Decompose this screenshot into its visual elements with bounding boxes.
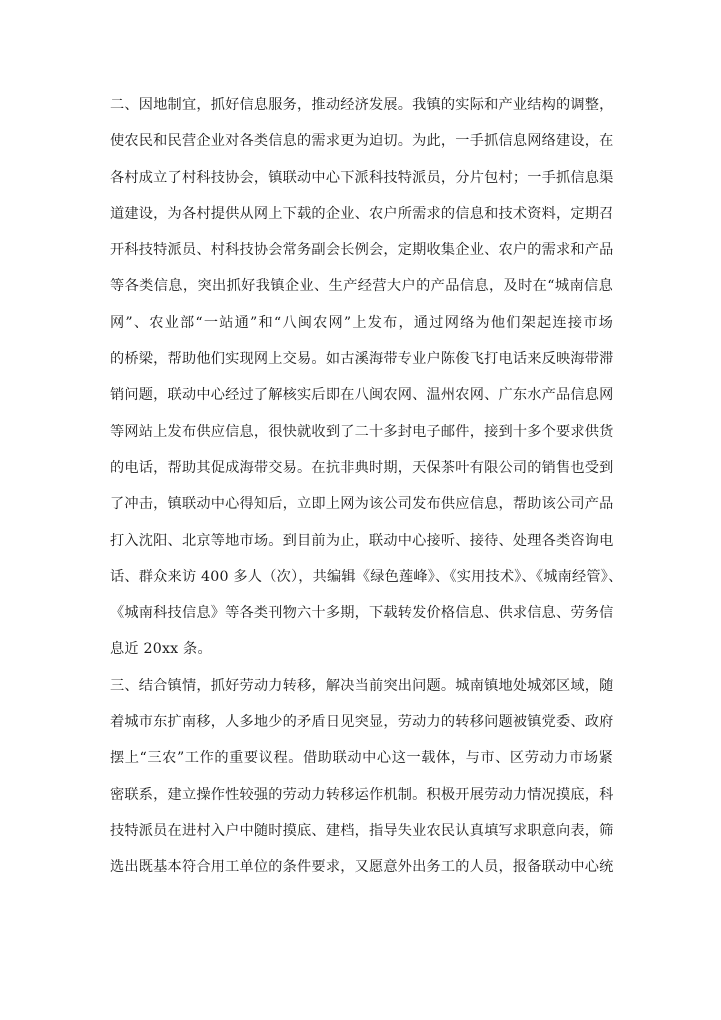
text-line: 摆上“三农”工作的重要议程。借助联动中心这一载体，与市、区劳动力市场紧 — [110, 750, 613, 767]
text-line: 开科技特派员、村科技协会常务副会长例会，定期收集企业、农户的需求和产品 — [110, 242, 614, 259]
text-line: 三、结合镇情，抓好劳动力转移，解决当前突出问题。城南镇地处城郊区域，随 — [110, 677, 614, 694]
text-line: 使农民和民营企业对各类信息的需求更为迫切。为此，一手抓信息网络建设，在 — [110, 133, 614, 150]
text-line: 等网站上发布供应信息，很快就收到了二十多封电子邮件，接到十多个要求供货 — [110, 423, 614, 440]
text-line: 密联系，建立操作性较强的劳动力转移运作机制。积极开展劳动力情况摸底，科 — [110, 786, 614, 803]
text-line: 话、群众来访 400 多人（次），共编辑《绿色莲峰》、《实用技术》、《城南经管》、 — [110, 568, 623, 585]
text-line: 技特派员在进村入户中随时摸底、建档，指导失业农民认真填写求职意向表，筛 — [110, 822, 614, 839]
text-line: 着城市东扩南移，人多地少的矛盾日见突显，劳动力的转移问题被镇党委、政府 — [110, 714, 614, 731]
text-line: 道建设，为各村提供从网上下载的企业、农户所需求的信息和技术资料，定期召 — [110, 205, 614, 222]
text-line: 了冲击，镇联动中心得知后，立即上网为该公司发布供应信息，帮助该公司产品 — [110, 496, 614, 513]
text-line: 打入沈阳、北京等地市场。到目前为止，联动中心接听、接待、处理各类咨询电 — [110, 532, 614, 549]
text-line: 销问题，联动中心经过了解核实后即在八闽农网、温州农网、广东水产品信息网 — [110, 387, 614, 404]
text-line: 选出既基本符合用工单位的条件要求，又愿意外出务工的人员，报备联动中心统 — [110, 859, 614, 876]
text-line: 网”、农业部“一站通”和“八闽农网”上发布，通过网络为他们架起连接市场 — [110, 314, 613, 331]
text-line: 的电话，帮助其促成海带交易。在抗非典时期，天保茶叶有限公司的销售也受到 — [110, 459, 614, 476]
text-line: 各村成立了村科技协会，镇联动中心下派科技特派员，分片包村；一手抓信息渠 — [110, 169, 614, 186]
text-line: 的桥梁，帮助他们实现网上交易。如古溪海带专业户陈俊飞打电话来反映海带滞 — [110, 351, 614, 368]
text-line: 二、因地制宜，抓好信息服务，推动经济发展。我镇的实际和产业结构的调整， — [110, 97, 614, 113]
text-line: 《城南科技信息》等各类刊物六十多期，下载转发价格信息、供求信息、劳务信 — [110, 605, 614, 622]
text-line: 等各类信息，突出抓好我镇企业、生产经营大户的产品信息，及时在“城南信息 — [110, 278, 613, 295]
body-text — [110, 87, 623, 886]
text-line: 息近 20xx 条。 — [110, 641, 212, 658]
